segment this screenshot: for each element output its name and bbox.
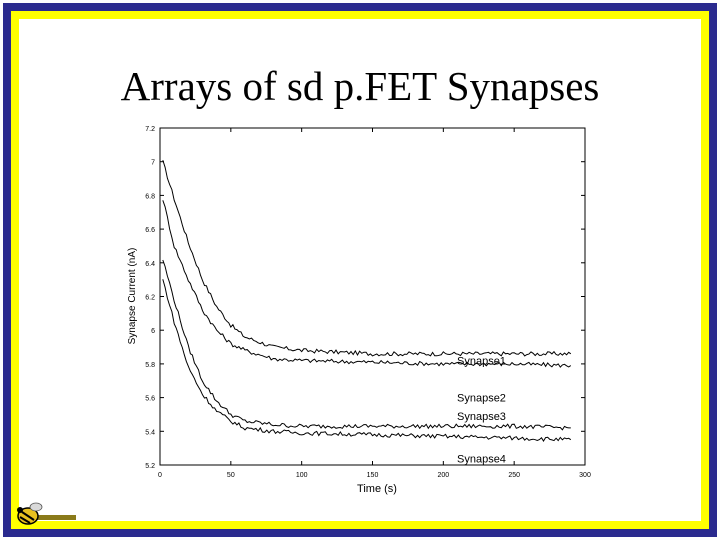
- y-tick-label: 6.2: [145, 294, 155, 302]
- y-tick-label: 6.8: [145, 193, 155, 201]
- series-label-synapse3: Synapse3: [457, 411, 506, 424]
- x-tick-label: 150: [366, 472, 379, 479]
- y-tick-label: 5.6: [145, 395, 155, 403]
- yellow-jacket-logo-icon: [8, 498, 80, 532]
- y-tick-label: 5.8: [145, 361, 155, 369]
- x-tick-label: 300: [579, 472, 591, 479]
- series-label-synapse2: Synapse2: [457, 392, 506, 405]
- x-tick-label: 0: [158, 472, 162, 479]
- y-tick-label: 5.4: [145, 429, 155, 437]
- x-tick-label: 50: [226, 472, 235, 479]
- series-label-synapse4: Synapse4: [457, 453, 506, 466]
- y-tick-label: 5.2: [145, 463, 155, 470]
- x-axis-label: Time (s): [357, 483, 397, 495]
- series-label-synapse1: Synapse1: [457, 355, 506, 368]
- y-axis-label: Synapse Current (nA): [127, 247, 138, 345]
- slide-title: Arrays of sd p.FET Synapses: [120, 63, 600, 109]
- y-tick-label: 7: [151, 159, 155, 167]
- x-tick-label: 200: [437, 472, 450, 479]
- y-tick-label: 6.6: [145, 227, 155, 235]
- y-tick-label: 6: [151, 328, 155, 336]
- y-tick-label: 6.4: [145, 260, 155, 268]
- y-tick-label: 7.2: [145, 126, 155, 133]
- x-tick-label: 100: [295, 472, 308, 479]
- x-tick-label: 250: [508, 472, 521, 479]
